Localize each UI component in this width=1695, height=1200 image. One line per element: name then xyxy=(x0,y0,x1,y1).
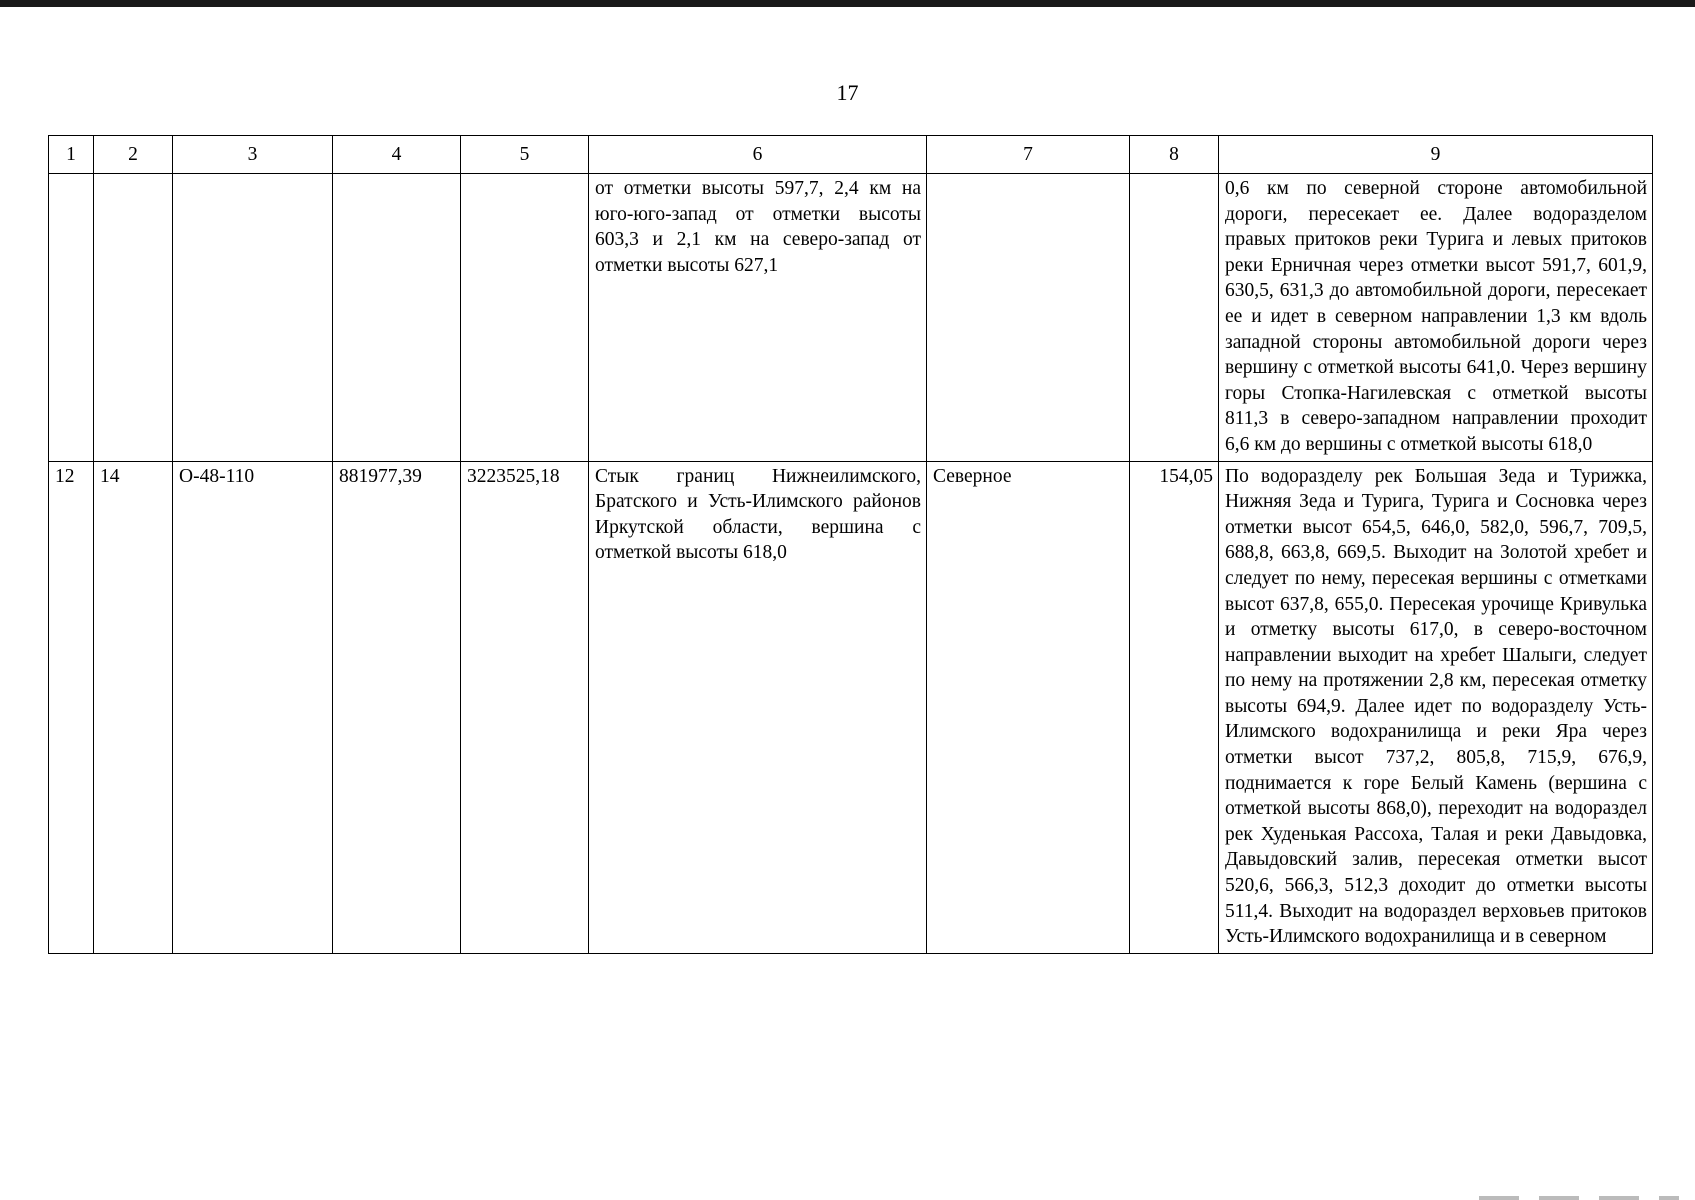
cell-coordinate-y xyxy=(461,174,589,462)
cell-point-description: от отметки высоты 597,7, 2,4 км на юго-юго-запад от отметки высоты 603,3 и 2,1 км на северо-запад от отметки высоты 627,1 xyxy=(589,174,927,462)
cell-boundary-description: 0,6 км по северной стороне автомобильной дороги, пересекает ее. Далее водоразделом правых притоков реки Турига и левых притоков реки Ерничная через отметки высот 591,7, 601,9, 630,5, 631,3 до автомобильной дороги, пересекает ее и идет в северном направлении 1,3 км вдоль западной стороны автомобильной дороги через вершину с отметкой высоты 641,0. Через вершину горы Стопка-Нагилевская с отметкой высоты 811,3 в северо-западном направлении проходит 6,6 км до вершины с отметкой высоты 618,0 xyxy=(1219,174,1653,462)
column-header: 6 xyxy=(589,136,927,174)
scan-artifact xyxy=(1479,1196,1679,1200)
cell-row-number: 12 xyxy=(49,461,94,953)
column-header: 5 xyxy=(461,136,589,174)
table-row xyxy=(49,461,1653,953)
cell-coordinate-x: 881977,39 xyxy=(333,461,461,953)
column-header: 8 xyxy=(1130,136,1219,174)
cell-direction: Северное xyxy=(927,461,1130,953)
column-header: 4 xyxy=(333,136,461,174)
boundary-table xyxy=(48,135,1653,954)
column-header: 3 xyxy=(173,136,333,174)
cell-point-number xyxy=(94,174,173,462)
cell-point-description: Стык границ Нижнеилимского, Братского и Усть-Илимского районов Иркутской области, вершина с отметкой высоты 618,0 xyxy=(589,461,927,953)
page-number: 17 xyxy=(836,80,859,105)
table-header-row xyxy=(49,136,1653,174)
column-header: 1 xyxy=(49,136,94,174)
cell-map-sheet: О-48-110 xyxy=(173,461,333,953)
top-border-rule xyxy=(0,0,1695,7)
cell-map-sheet xyxy=(173,174,333,462)
cell-row-number xyxy=(49,174,94,462)
cell-length: 154,05 xyxy=(1130,461,1219,953)
column-header: 7 xyxy=(927,136,1130,174)
cell-length xyxy=(1130,174,1219,462)
column-header: 2 xyxy=(94,136,173,174)
cell-point-number: 14 xyxy=(94,461,173,953)
cell-coordinate-x xyxy=(333,174,461,462)
cell-direction xyxy=(927,174,1130,462)
table-row xyxy=(49,174,1653,462)
column-header: 9 xyxy=(1219,136,1653,174)
cell-boundary-description: По водоразделу рек Большая Зеда и Турижка, Нижняя Зеда и Турига, Турига и Сосновка через отметки высот 654,5, 646,0, 582,0, 596,7, 709,5, 688,8, 663,8, 669,5. Выходит на Золотой хребет и следует по нему, пересекая вершины с отметками высот 637,8, 655,0. Пересекая урочище Кривулька и отметку высоты 617,0, в северо-восточном направлении выходит на хребет Шалыги, следует по нему на протяжении 2,8 км, пересекая отметку высоты 694,9. Далее идет по водоразделу Усть-Илимского водохранилища и реки Яра через отметки высот 737,2, 805,8, 715,9, 676,9, поднимается к горе Белый Камень (вершина с отметкой высоты 868,0), переходит на водораздел рек Худенькая Рассоха, Талая и реки Давыдовка, Давыдовский залив, пересекая отметки высот 520,6, 566,3, 512,3 доходит до отметки высоты 511,4. Выходит на водораздел верховьев притоков Усть-Илимского водохранилища и в северном xyxy=(1219,461,1653,953)
cell-coordinate-y: 3223525,18 xyxy=(461,461,589,953)
